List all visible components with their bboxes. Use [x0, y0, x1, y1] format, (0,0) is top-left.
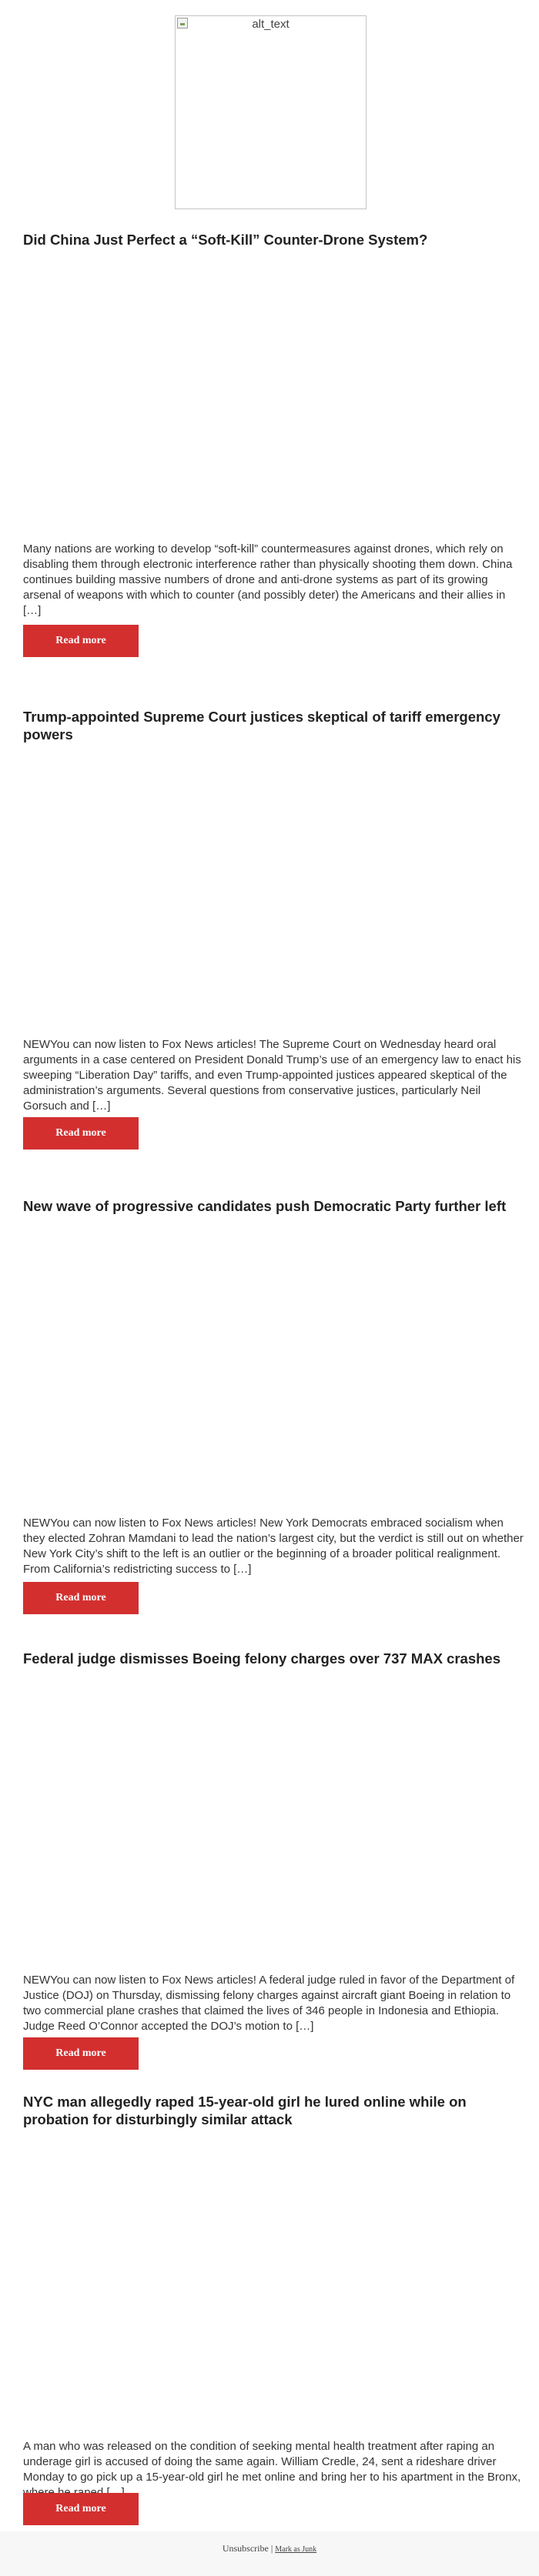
article-title[interactable]: Trump-appointed Supreme Court justices skeptical of tariff emergency powers — [23, 709, 500, 742]
article-title[interactable]: New wave of progressive candidates push Democratic Party further left — [23, 1198, 507, 1214]
article-image — [23, 2136, 516, 2421]
article-image — [23, 751, 516, 1020]
footer — [0, 2531, 539, 2576]
mark-as-junk-link[interactable]: Mark as Junk — [275, 2545, 317, 2554]
article-image — [23, 1225, 516, 1494]
read-more-button[interactable]: Read more — [23, 1117, 139, 1150]
unsubscribe-label[interactable]: Unsubscribe — [222, 2543, 269, 2554]
read-more-button[interactable]: Read more — [23, 625, 139, 657]
footer-links — [0, 2543, 539, 2554]
article-excerpt: NEWYou can now listen to Fox News articles! A federal judge ruled in favor of the Department of Justice (DOJ) on Thursday, dismissing felony charges against aircraft giant Boeing in relation to two commercial plane crashes that claimed the lives of 346 people in Indonesia and Ethiopia. Judge Reed O’Connor accepted the DOJ’s motion to […] — [23, 1974, 515, 2033]
hero-image-placeholder — [175, 15, 367, 209]
article-excerpt: NEWYou can now listen to Fox News articles! New York Democrats embraced socialism when they elected Zohran Mamdani to lead the nation’s largest city, but the verdict is still out on whether New York City’s shift to the left is an outlier or the beginning of a broader political realignment. From California’s redistricting success to […] — [23, 1517, 524, 1576]
article-card — [23, 2093, 521, 2514]
article-image — [23, 1677, 516, 1947]
read-more-button[interactable]: Read more — [23, 1582, 139, 1614]
hero-alt-text: alt_text — [252, 18, 290, 31]
article-title[interactable]: Did China Just Perfect a “Soft-Kill” Counter-Drone System? — [23, 232, 428, 248]
read-more-button[interactable]: Read more — [23, 2037, 139, 2070]
article-image — [23, 259, 516, 528]
article-excerpt: A man who was released on the condition of seeking mental health treatment after raping an underage girl is accused of doing the same again. William Credle, 24, sent a rideshare driver Monday to go pick up a 15-year-old girl he met online and bring her to his apartment in the Bronx, — [23, 2440, 521, 2484]
article-title[interactable]: Federal judge dismisses Boeing felony charges over 737 MAX crashes — [23, 1650, 500, 1667]
article-card — [23, 1197, 524, 1603]
article-title[interactable]: NYC man allegedly raped 15-year-old girl he lured online while on probation for disturbingly similar attack — [23, 2094, 467, 2127]
article-excerpt: NEWYou can now listen to Fox News articles! The Supreme Court on Wednesday heard oral arguments in a case centered on President Donald Trump’s use of an emergency law to enact his sweeping “Liberation Day” tariffs, and even Trump-appointed justices appeared skeptical of the administration’s arguments. Several questions from conservative justices, particularly Neil Gorsuch and […] — [23, 1038, 521, 1113]
read-more-button[interactable]: Read more — [23, 2493, 139, 2525]
article-excerpt: Many nations are working to develop “soft-kill” countermeasures against drones, which rely on disabling them through electronic interference rather than physically shooting them down. China continues building massive numbers of drone and anti-drone systems as part of its growing arsenal of weapons with which to counter (and possibly deter) the Americans and their allies in […] — [23, 542, 513, 617]
footer-separator: | — [270, 2543, 273, 2554]
article-card — [23, 231, 516, 646]
article-card — [23, 708, 521, 1139]
article-card — [23, 1650, 516, 2059]
